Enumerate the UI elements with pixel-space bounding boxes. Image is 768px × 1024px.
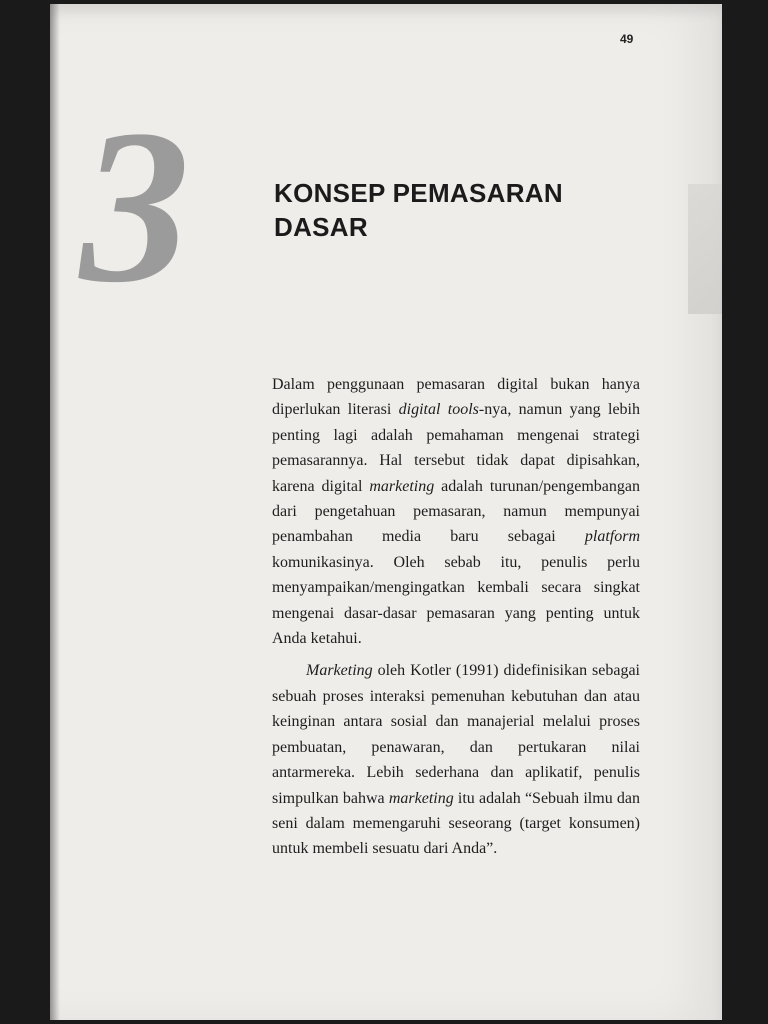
page-number: 49 bbox=[620, 32, 634, 46]
paragraph-1 bbox=[272, 372, 640, 651]
p1-text-2: -nya, namun yang lebih penting lagi adalah pemahaman mengenai strategi pemasarannya. Hal tersebut tidak dapat dipisahkan, karena digital bbox=[272, 401, 641, 495]
binding-shadow bbox=[50, 4, 60, 1020]
p1-text-1: Dalam penggunaan pemasaran digital bukan hanya diperlukan literasi bbox=[272, 376, 640, 419]
p1-italic-marketing: marketing bbox=[369, 477, 435, 495]
chapter-title bbox=[274, 176, 654, 244]
p1-italic-platform: platform bbox=[584, 528, 640, 546]
p2-text-1: oleh Kotler (1991) didefinisikan sebagai sebuah proses interaksi pemenuhan kebutuhan dan atau keinginan antara sosial dan manajerial melalui proses pembuatan, penawaran, dan pertukaran nilai antarmereka. Lebih sederhana dan aplikatif, penulis simpulkan bahwa bbox=[272, 662, 640, 807]
p1-text-4: komunikasinya. Oleh sebab itu, penulis perlu menyampaikan/mengingatkan kembali secara singkat mengenai dasar-dasar pemasaran yang penting untuk Anda ketahui. bbox=[272, 553, 640, 648]
p2-text-2: itu adalah “Sebuah ilmu dan seni dalam memengaruhi seseorang (target konsumen) untuk membeli sesuatu dari Anda”. bbox=[272, 789, 640, 858]
chapter-title-line-1: KONSEP PEMASARAN bbox=[274, 178, 563, 208]
chapter-body bbox=[272, 372, 640, 862]
p2-italic-marketing-2: marketing bbox=[388, 789, 454, 807]
chapter-number: 3 bbox=[80, 84, 186, 328]
page-edge-strip bbox=[688, 184, 722, 314]
book-page bbox=[50, 4, 722, 1020]
chapter-title-line-2: DASAR bbox=[274, 212, 368, 242]
p1-text-3: adalah turunan/pengembangan dari pengetahuan pemasaran, namun mempunyai penambahan media baru sebagai bbox=[272, 477, 640, 546]
p1-italic-digital-tools: digital tools bbox=[398, 401, 479, 419]
p2-italic-marketing-1: Marketing bbox=[306, 662, 373, 680]
paragraph-2 bbox=[272, 658, 640, 861]
